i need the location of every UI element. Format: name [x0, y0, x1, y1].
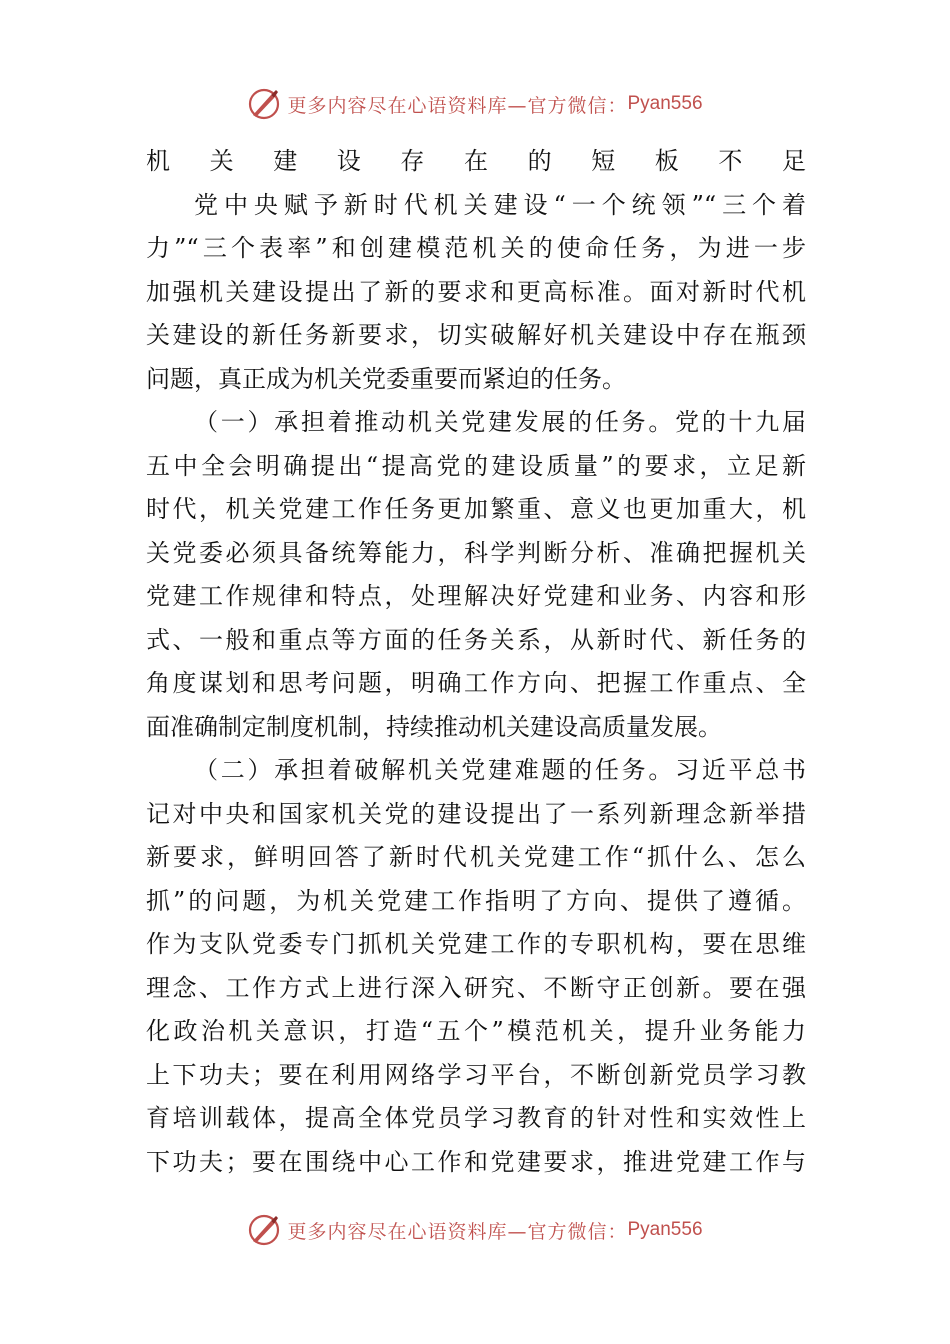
text-line: 关党委必须具备统筹能力，科学判断分析、准确把握机关 — [146, 538, 806, 567]
text-line: 育培训载体，提高全体党员学习教育的针对性和实效性上 — [146, 1104, 806, 1132]
text-line: 作为支队党委专门抓机关党建工作的专职机构，要在思维 — [146, 930, 806, 958]
text-line: 下功夫；要在围绕中心工作和党建要求，推进党建工作与 — [146, 1147, 806, 1176]
text-line: 化政治机关意识，打造“五个”模范机关，提升业务能力 — [146, 1017, 806, 1045]
text-line: 记对中央和国家机关党的建设提出了一系列新理念新举措 — [146, 799, 806, 828]
text-line: 问题，真正成为机关党委重要而紧迫的任务。 — [146, 364, 626, 393]
text-line: 五中全会明确提出“提高党的建设质量”的要求，立足新 — [146, 451, 806, 480]
footer-watermark — [0, 1210, 950, 1250]
header-watermark — [0, 84, 950, 124]
paragraph-first-line: 党中央赋予新时代机关建设“一个统领”“三个着 — [194, 190, 806, 219]
watermark-text: 更多内容尽在心语资料库—官方微信： — [287, 94, 628, 117]
text-line: 关建设的新任务新要求，切实破解好机关建设中存在瓶颈 — [146, 321, 806, 349]
text-line: 时代，机关党建工作任务更加繁重、意义也更加重大，机 — [146, 495, 806, 523]
text-line: 党建工作规律和特点，处理解决好党建和业务、内容和形 — [146, 582, 806, 610]
paragraph-first-line: （一）承担着推动机关党建发展的任务。党的十九届 — [194, 408, 806, 436]
text-line: 新要求，鲜明回答了新时代机关党建工作“抓什么、怎么 — [146, 843, 806, 871]
text-line: 上下功夫；要在利用网络学习平台，不断创新党员学习教 — [146, 1060, 806, 1089]
text-line: 理念、工作方式上进行深入研究、不断守正创新。要在强 — [146, 973, 806, 1002]
text-line: 角度谋划和思考问题，明确工作方向、把握工作重点、全 — [146, 669, 806, 697]
watermark-text: 更多内容尽在心语资料库—官方微信： — [287, 1220, 628, 1243]
watermark-id: Pyan556 — [627, 93, 703, 114]
document-body — [146, 140, 806, 1184]
text-line: 加强机关建设提出了新的要求和更高标准。面对新时代机 — [146, 277, 806, 306]
pen-logo-icon — [247, 87, 281, 121]
text-line: 抓”的问题，为机关党建工作指明了方向、提供了遵循。 — [146, 886, 806, 915]
watermark-id: Pyan556 — [627, 1219, 703, 1240]
text-line: 力”“三个表率”和创建模范机关的使命任务，为进一步 — [146, 234, 806, 262]
pen-logo-icon — [247, 1213, 281, 1247]
paragraph-first-line: （二）承担着破解机关党建难题的任务。习近平总书 — [194, 756, 806, 784]
text-line: 机关建设存在的短板不足 — [146, 147, 806, 175]
text-line: 面准确制定制度机制，持续推动机关建设高质量发展。 — [146, 712, 722, 741]
text-line: 式、一般和重点等方面的任务关系，从新时代、新任务的 — [146, 625, 806, 654]
